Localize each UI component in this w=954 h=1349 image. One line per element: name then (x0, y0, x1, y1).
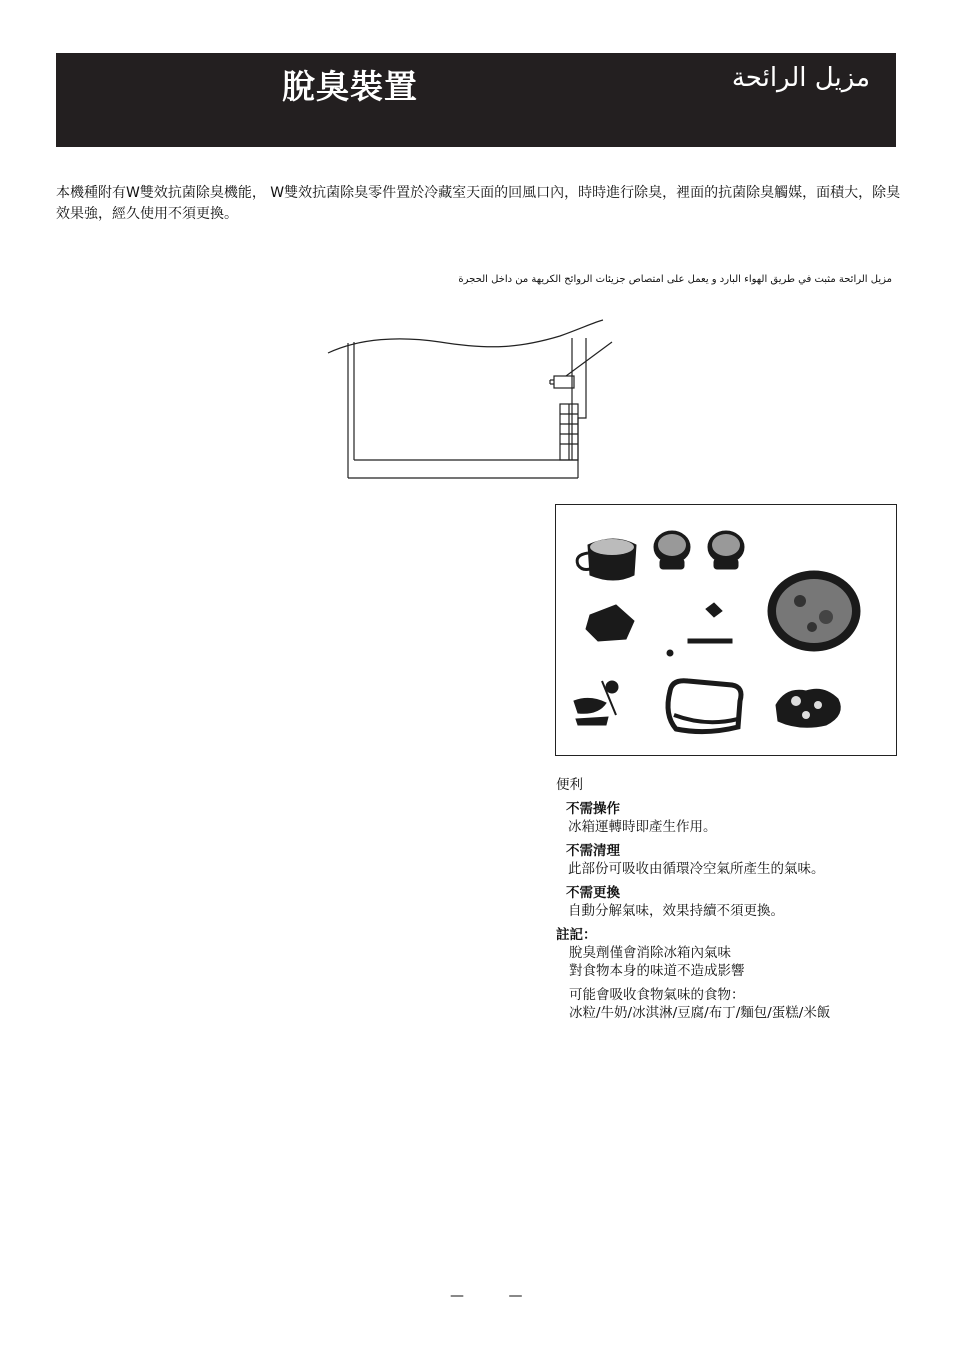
page-number: — — (450, 1288, 543, 1304)
notes-label: 便利 (556, 777, 583, 793)
pudding-icon (708, 531, 744, 569)
tofu-icon (586, 605, 634, 641)
benefit-title: 不需更換 (566, 885, 620, 901)
bread-icon (668, 681, 741, 732)
benefit-item (566, 800, 896, 836)
benefit-title: 不需清理 (566, 843, 620, 859)
remark-line: 對食物本身的味道不造成影響 (569, 963, 745, 979)
remark-title: 註記： (556, 927, 597, 943)
page-header (56, 53, 896, 147)
benefit-text: 冰箱運轉時即產生作用。 (568, 819, 717, 835)
benefit-text: 自動分解氣味，效果持續不須更換。 (568, 903, 784, 919)
remark-line: 冰粒/牛奶/冰淇淋/豆腐/布丁/麵包/蛋糕/米飯 (569, 1005, 831, 1021)
header-title-zh: 脫臭裝置 (282, 67, 418, 106)
header-title-ar: مزيل الرائحة (731, 63, 870, 93)
plate-icon (768, 571, 860, 651)
benefit-text: 此部份可吸收由循環冷空氣所產生的氣味。 (568, 861, 825, 877)
benefit-title: 不需操作 (566, 801, 620, 817)
benefit-item (566, 884, 896, 920)
intro-paragraph: 本機種附有W雙效抗菌除臭機能， W雙效抗菌除臭零件置於冷藏室天面的回風口內，時時進行除臭，裡面的抗菌除臭觸媒，面積大，除臭效果強，經久使用不須更換。 (56, 185, 901, 222)
pudding-icon (654, 531, 690, 569)
notes-section (556, 776, 896, 1022)
refrigerator-diagram (320, 318, 620, 488)
rice-icon (776, 689, 840, 727)
remark-line: 可能會吸收食物氣味的食物： (569, 987, 745, 1003)
remark-line: 脫臭劑僅會消除冰箱內氣味 (569, 945, 731, 961)
arabic-description: مزيل الرائحة مثبت في طريق الهواء البارد و يعمل على امتصاص جزيئات الروائح الكريهة من داخل الحجرة (458, 274, 892, 285)
food-illustration (555, 504, 897, 756)
benefit-item (566, 842, 896, 878)
